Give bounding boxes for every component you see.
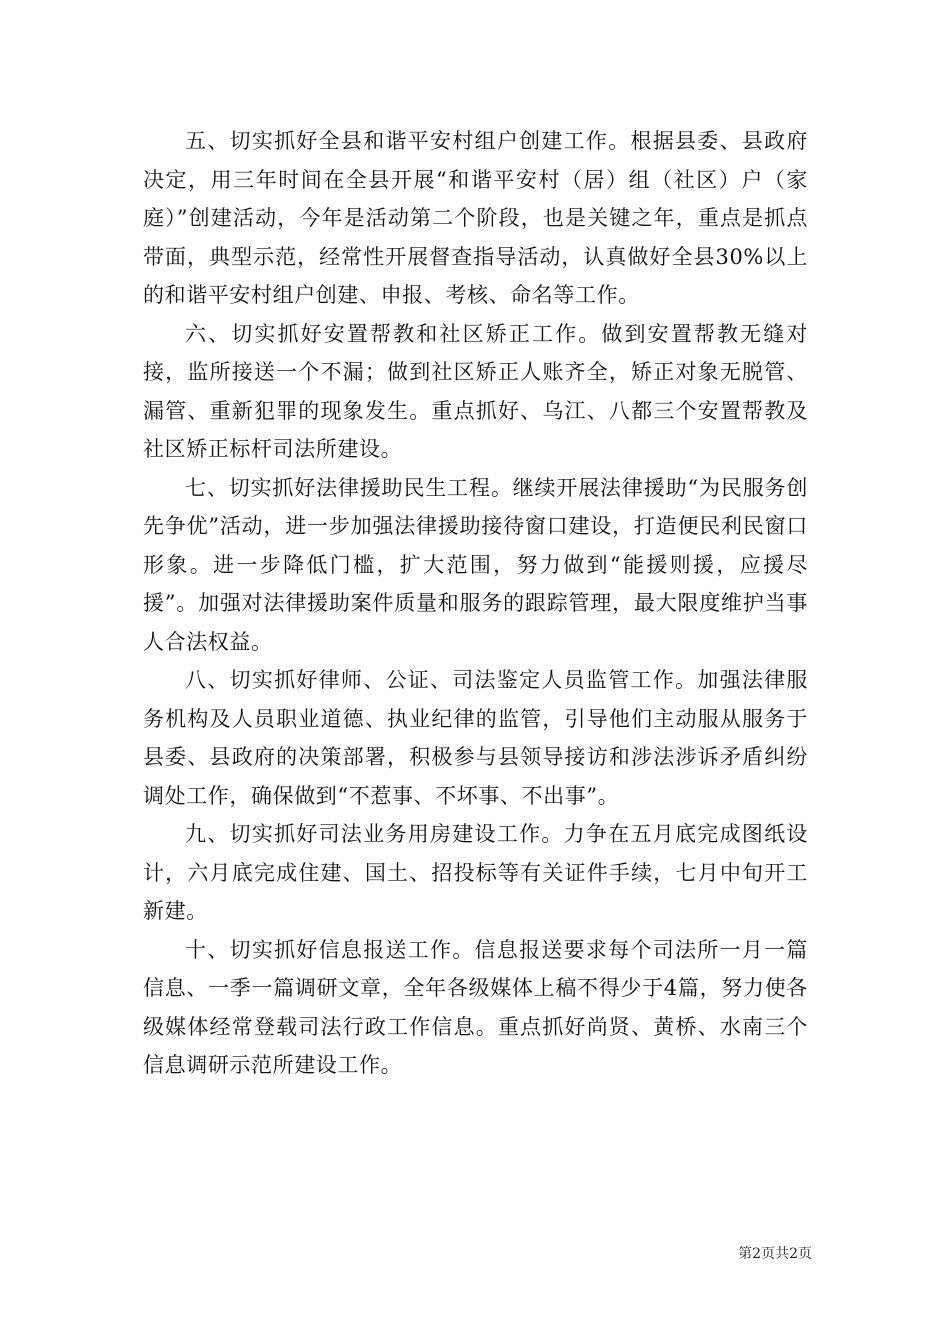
paragraph-9: 九、切实抓好司法业务用房建设工作。力争在五月底完成图纸设计，六月底完成住建、国土、招投标等有关证件手续，七月中旬开工新建。 xyxy=(143,822,808,923)
paragraph-8: 八、切实抓好律师、公证、司法鉴定人员监管工作。加强法律服务机构及人员职业道德、执业纪律的监管，引导他们主动服从服务于县委、县政府的决策部署，积极参与县领导接访和涉法涉诉矛盾纠纷调处工作，确保做到“不惹事、不坏事、不出事”。 xyxy=(143,668,808,808)
page-number-footer: 第2页共2页 xyxy=(738,1246,812,1262)
document-body xyxy=(143,122,808,1085)
paragraph-10: 十、切实抓好信息报送工作。信息报送要求每个司法所一月一篇信息、一季一篇调研文章，全年各级媒体上稿不得少于4篇，努力使各级媒体经常登载司法行政工作信息。重点抓好尚贤、黄桥、水南三个信息调研示范所建设工作。 xyxy=(143,937,808,1077)
paragraph-7: 七、切实抓好法律援助民生工程。继续开展法律援助“为民服务创先争优”活动，进一步加强法律援助接待窗口建设，打造便民利民窗口形象。进一步降低门槛，扩大范围，努力做到“能援则援，应援尽援”。加强对法律援助案件质量和服务的跟踪管理，最大限度维护当事人合法权益。 xyxy=(143,475,808,654)
paragraph-6: 六、切实抓好安置帮教和社区矫正工作。做到安置帮教无缝对接，监所接送一个不漏；做到社区矫正人账齐全，矫正对象无脱管、漏管、重新犯罪的现象发生。重点抓好、乌江、八都三个安置帮教及社区矫正标杆司法所建设。 xyxy=(143,321,808,461)
paragraph-5: 五、切实抓好全县和谐平安村组户创建工作。根据县委、县政府决定，用三年时间在全县开展“和谐平安村（居）组（社区）户（家庭）”创建活动，今年是活动第二个阶段，也是关键之年，重点是抓点带面，典型示范，经常性开展督查指导活动，认真做好全县30%以上的和谐平安村组户创建、申报、考核、命名等工作。 xyxy=(143,129,808,307)
